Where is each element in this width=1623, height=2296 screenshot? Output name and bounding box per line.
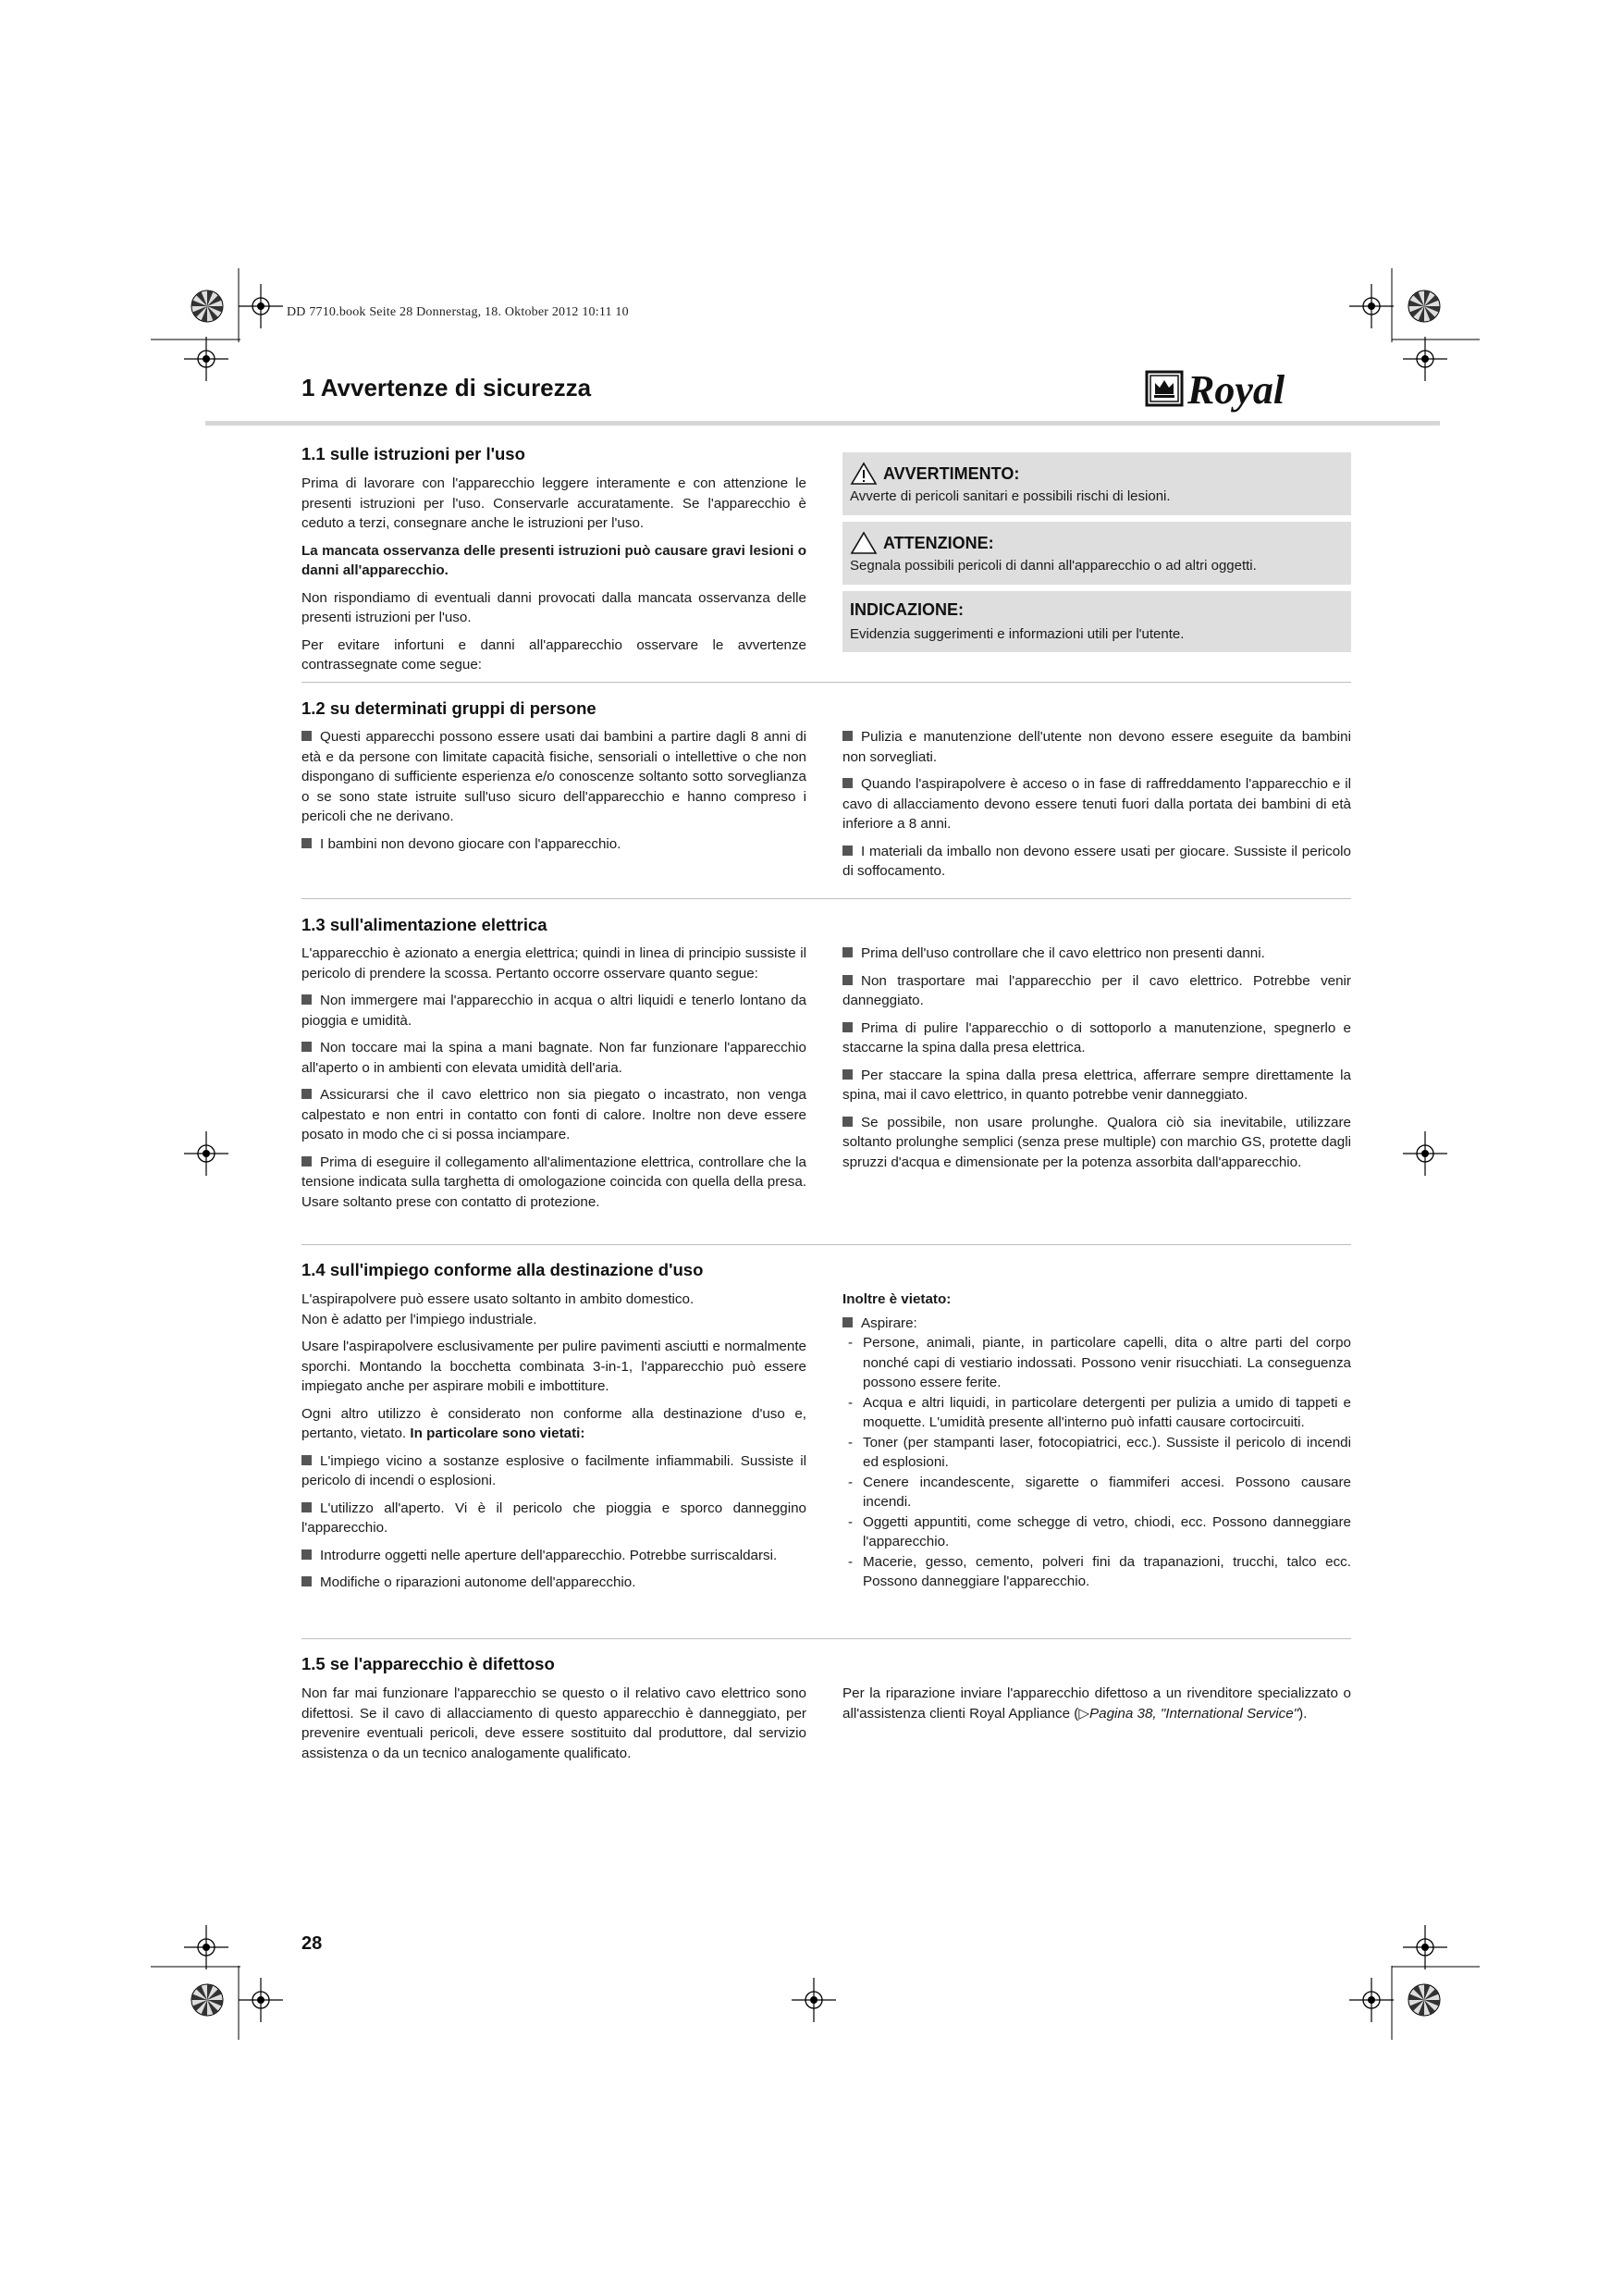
section-1-5-left [301,1684,806,1771]
bullet-item: Assicurarsi che il cavo elettrico non sia piegato o incastrato, non venga calpestato e non entri in contatto con fonti di calore. Inoltre non deve essere posato in modo che ci si possa inciampare. [301,1087,806,1142]
warning-triangle-icon [850,462,878,486]
warning-box [842,452,1351,515]
dash-item: - Persone, animali, piante, in particolare capelli, dita o altre parti del corpo nonché capi di vestiario indossati. Possono venir risucchiati. La conseguenza possono essere ferite. [848,1335,1351,1390]
paragraph: Per evitare infortuni e danni all'apparecchio osservare le avvertenze contrassegnate come segue: [301,636,806,673]
section-divider [301,682,1351,683]
bullet-item: Pulizia e manutenzione dell'utente non devono essere eseguite da bambini non sorvegliati. [842,729,1351,765]
section-1-4-left [301,1290,806,1600]
section-divider [301,898,1351,899]
bullet-square-icon [842,778,853,788]
bullet-square-icon [842,1069,853,1080]
note-text: Evidenzia suggerimenti e informazioni utili per l'utente. [850,626,1185,642]
section-1-5-title: 1.5 se l'apparecchio è difettoso [301,1654,555,1673]
note-box [842,591,1351,652]
bullet-item: Questi apparecchi possono essere usati dai bambini a partire dagli 8 anni di età e da persone con limitate capacità fisiche, sensoriali o intellettive o che non dispongano di sufficiente esperienza e/o conoscenze soltanto sotto sorveglianza o se sono state istruite sull'uso sicuro dell'apparecchio e hanno compreso i pericoli che ne derivano. [301,729,806,824]
section-1-2-left [301,727,806,861]
section-divider [301,1244,1351,1245]
header-rule [205,421,1440,426]
book-line: DD 7710.book Seite 28 Donnerstag, 18. Oktober 2012 10:11 10 [287,305,629,319]
paragraph: Non rispondiamo di eventuali danni provocati dalla mancata osservanza delle presenti istruzioni per l'uso. [301,589,806,625]
bullet-square-icon [301,1455,312,1465]
bullet-square-icon [301,1502,312,1512]
caution-title: ATTENZIONE: [883,533,994,552]
sub-heading: Inoltre è vietato: [842,1291,952,1307]
bullet-square-icon [842,1117,853,1127]
bullet-item: I materiali da imballo non devono essere usati per giocare. Sussiste il pericolo di soffocamento. [842,843,1351,879]
bullet-square-icon [842,731,853,741]
bullet-item: Introdurre oggetti nelle aperture dell'apparecchio. Potrebbe surriscaldarsi. [301,1546,806,1566]
chapter-title: 1 Avvertenze di sicurezza [301,374,592,401]
section-1-4-title: 1.4 sull'impiego conforme alla destinazione d'uso [301,1260,704,1279]
bullet-square-icon [301,838,312,848]
paragraph: Per la riparazione inviare l'apparecchio difettoso a un rivenditore specializzato o all'assistenza clienti Royal Appliance (▷Pagina 38, "International Service"). [842,1685,1351,1722]
paragraph: L'aspirapolvere può essere usato soltanto in ambito domestico. [301,1291,695,1307]
bullet-item: Prima di eseguire il collegamento all'alimentazione elettrica, controllare che la tensione indicata sulla targhetta di omologazione coincida con quella della presa. Usare soltanto prese con contatto di protezione. [301,1154,806,1210]
bullet-square-icon [301,731,312,741]
bullet-square-icon [842,846,853,856]
dash-item: - Acqua e altri liquidi, in particolare detergenti per pulizia a umido di tappeti e moquette. L'umidità presente all'interno può infatti causare cortocircuiti. [848,1394,1351,1430]
dash-item: - Oggetti appuntiti, come schegge di vetro, chiodi, ecc. Possono danneggiare l'apparecchio. [848,1513,1351,1549]
section-divider [301,1638,1351,1639]
bullet-item: Quando l'aspirapolvere è acceso o in fase di raffreddamento l'apparecchio e il cavo di allacciamento devono essere tenuti fuori dalla portata dei bambini di età inferiore a 8 anni. [842,776,1351,832]
caution-text: Segnala possibili pericoli di danni all'apparecchio o ad altri oggetti. [850,558,1257,574]
section-1-1-text [301,474,806,683]
bullet-square-icon [842,1317,853,1327]
bullet-item: Per staccare la spina dalla presa elettrica, afferrare sempre direttamente la spina, mai il cavo elettrico, in quanto potrebbe venir danneggiato. [842,1067,1351,1103]
dash-item: - Toner (per stampanti laser, fotocopiatrici, ecc.). Sussiste il pericolo di incendi ed esplosioni. [848,1434,1351,1470]
bullet-square-icon [301,1156,312,1167]
section-1-3-left [301,944,806,1219]
paragraph: Non far mai funzionare l'apparecchio se questo o il relativo cavo elettrico sono difettosi. Se il cavo di allacciamento di questo apparecchio è danneggiato, per prevenire eventuali pericoli, deve essere sostituito dal produttore, dal servizio assistenza o da un tecnico analogamente qualificato. [301,1685,806,1761]
warning-title: AVVERTIMENTO: [883,463,1020,483]
page-reference-link[interactable]: ▷Pagina 38, "International Service" [1078,1705,1299,1722]
bullet-square-icon [842,947,853,957]
bullet-item: Aspirare: [842,1314,1351,1334]
bullet-square-icon [301,1042,312,1052]
svg-text:Royal: Royal [1187,367,1285,413]
royal-logo [1145,364,1350,413]
note-title: INDICAZIONE: [850,600,964,619]
bullet-item: Non toccare mai la spina a mani bagnate. Non far funzionare l'apparecchio all'aperto o in ambienti con elevata umidità dell'aria. [301,1040,806,1076]
bullet-square-icon [301,1549,312,1560]
bullet-item: L'impiego vicino a sostanze esplosive o facilmente infiammabili. Sussiste il pericolo di incendi o esplosioni. [301,1452,806,1488]
bullet-square-icon [301,1576,312,1586]
dash-item: - Cenere incandescente, sigarette o fiammiferi accesi. Possono causare incendi. [848,1474,1351,1510]
bullet-item: Modifiche o riparazioni autonome dell'apparecchio. [301,1573,806,1593]
paragraph: L'apparecchio è azionato a energia elettrica; quindi in linea di principio sussiste il pericolo di prendere la scossa. Pertanto occorre osservare quanto segue: [301,945,806,981]
section-1-4-right [842,1290,1351,1592]
bullet-item: Se possibile, non usare prolunghe. Qualora ciò sia inevitabile, utilizzare soltanto prolunghe semplici (senza prese multiple) con marchio GS, protette dagli spruzzi d'acqua e dimensionate per la potenza assorbita dall'apparecchio. [842,1114,1351,1170]
section-1-2-right [842,727,1351,889]
bullet-square-icon [301,1089,312,1099]
section-1-3-right [842,944,1351,1179]
bullet-item: Non immergere mai l'apparecchio in acqua o altri liquidi e tenerlo lontano da pioggia e umidità. [301,993,806,1029]
bullet-item: Non trasportare mai l'apparecchio per il cavo elettrico. Potrebbe venir danneggiato. [842,972,1351,1008]
section-1-2-title: 1.2 su determinati gruppi di persone [301,698,596,718]
page-number: 28 [301,1933,323,1954]
caution-box [842,522,1351,585]
paragraph: Non è adatto per l'impiego industriale. [301,1311,537,1327]
section-1-5-right [842,1684,1351,1731]
bullet-item: L'utilizzo all'aperto. Vi è il pericolo che pioggia e sporco danneggino l'apparecchio. [301,1500,806,1536]
bullet-item: Prima di pulire l'apparecchio o di sottoporlo a manutenzione, spegnerlo e staccarne la spina dalla presa elettrica. [842,1019,1351,1055]
paragraph: Prima di lavorare con l'apparecchio leggere interamente e con attenzione le presenti istruzioni per l'uso. Conservarle accuratamente. Se l'apparecchio è ceduto a terzi, consegnare anche le istruzioni per l'uso. [301,475,806,531]
paragraph: Ogni altro utilizzo è considerato non conforme alla destinazione d'uso e, pertanto, vietato. In particolare sono vietati: [301,1405,806,1441]
paragraph: Usare l'aspirapolvere esclusivamente per pulire pavimenti asciutti e normalmente sporchi. Montando la bocchetta combinata 3-in-1, l'apparecchio può essere impiegato anche per aspirare mobili e imbottiture. [301,1339,806,1394]
bullet-square-icon [842,1022,853,1032]
paragraph-bold: La mancata osservanza delle presenti istruzioni può causare gravi lesioni o danni all'apparecchio. [301,542,806,578]
section-1-1-title: 1.1 sulle istruzioni per l'uso [301,444,525,463]
bullet-item: I bambini non devono giocare con l'apparecchio. [301,834,806,855]
warning-text: Avverte di pericoli sanitari e possibili rischi di lesioni. [850,488,1171,504]
caution-triangle-icon [850,531,878,555]
dash-item: - Macerie, gesso, cemento, polveri fini da trapanazioni, trucchi, talco ecc. Possono danneggiare l'apparecchio. [848,1553,1351,1589]
bullet-item: Prima dell'uso controllare che il cavo elettrico non presenti danni. [842,944,1351,964]
bullet-square-icon [842,975,853,985]
bullet-square-icon [301,994,312,1005]
section-1-3-title: 1.3 sull'alimentazione elettrica [301,915,547,934]
